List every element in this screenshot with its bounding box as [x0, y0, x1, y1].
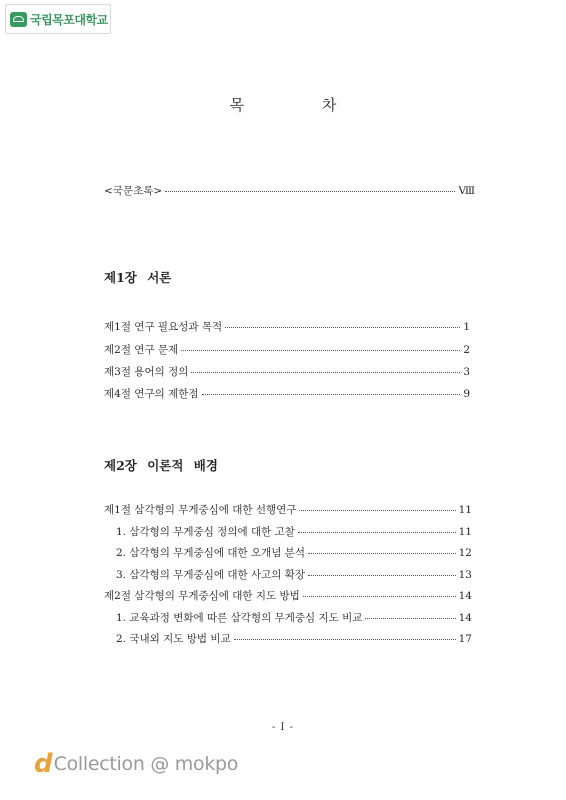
logo-text: 국립목포대학교: [30, 12, 108, 27]
toc-leader-dots: [298, 532, 456, 533]
title-right: 차: [322, 96, 337, 114]
toc-entry[interactable]: [104, 502, 472, 517]
toc-label: 제3절 용어의 정의: [104, 366, 189, 378]
toc-label: 1. 교육과정 변화에 따른 삼각형의 무게중심 지도 비교: [116, 612, 363, 624]
toc-label: 제1절 삼각형의 무게중심에 대한 선행연구: [104, 504, 297, 516]
toc-entry[interactable]: [104, 319, 470, 334]
toc-leader-dots: [181, 350, 460, 351]
toc-page: 14: [458, 612, 472, 624]
toc-page: 13: [458, 569, 472, 581]
toc-leader-dots: [165, 191, 455, 192]
title-left: 목: [229, 96, 244, 114]
toc-leader-dots: [299, 510, 455, 511]
toc-page: 11: [458, 504, 472, 516]
toc-label: 제2절 삼각형의 무게중심에 대한 지도 방법: [104, 590, 300, 602]
toc-label: 1. 삼각형의 무게중심 정의에 대한 고찰: [116, 526, 295, 538]
toc-leader-dots: [202, 394, 461, 395]
toc-leader-dots: [225, 327, 460, 328]
toc-entry[interactable]: [116, 524, 472, 539]
university-emblem-icon: [10, 12, 27, 27]
toc-label: 3. 삼각형의 무게중심에 대한 사고의 확장: [116, 569, 305, 581]
page-title: [0, 94, 566, 115]
toc-leader-dots: [191, 372, 460, 373]
toc-page: 9: [463, 388, 470, 400]
toc-entry[interactable]: [104, 386, 470, 401]
chapter-heading-2: 제2장 이론적 배경: [104, 458, 218, 473]
chapter-heading-1: 제1장 서론: [104, 270, 172, 285]
toc-leader-dots: [234, 639, 456, 640]
toc-leader-dots: [308, 553, 456, 554]
dcollection-logo-icon: d: [34, 749, 53, 779]
page-number: - Ⅰ -: [271, 722, 295, 733]
toc-entry[interactable]: [104, 342, 470, 357]
toc-page: 2: [463, 344, 470, 356]
toc-entry[interactable]: [104, 588, 472, 603]
toc-label: 제4절 연구의 제한점: [104, 388, 199, 400]
toc-entry[interactable]: [116, 631, 472, 646]
watermark-text: Collection @ mokpo: [53, 753, 239, 775]
toc-leader-dots: [303, 596, 456, 597]
toc-entry[interactable]: [116, 610, 472, 625]
dcollection-watermark: [34, 751, 238, 777]
toc-entry[interactable]: [116, 545, 472, 560]
toc-label: <국문초록>: [104, 185, 163, 197]
toc-label: 제2절 연구 문제: [104, 344, 179, 356]
toc-label: 제1절 연구 필요성과 목적: [104, 321, 223, 333]
toc-label: 2. 삼각형의 무게중심에 대한 오개념 분석: [116, 547, 305, 559]
toc-entry-abstract[interactable]: [104, 183, 475, 198]
toc-entry[interactable]: [116, 567, 472, 582]
toc-page: 12: [458, 547, 472, 559]
toc-leader-dots: [365, 618, 455, 619]
toc-page: Ⅷ: [458, 185, 475, 197]
university-logo: [5, 4, 111, 34]
toc-page: 3: [463, 366, 470, 378]
toc-page: 17: [458, 633, 472, 645]
toc-page: 1: [463, 321, 470, 333]
toc-label: 2. 국내외 지도 방법 비교: [116, 633, 231, 645]
toc-leader-dots: [308, 575, 456, 576]
toc-entry[interactable]: [104, 364, 470, 379]
toc-page: 11: [458, 526, 472, 538]
toc-page: 14: [458, 590, 472, 602]
